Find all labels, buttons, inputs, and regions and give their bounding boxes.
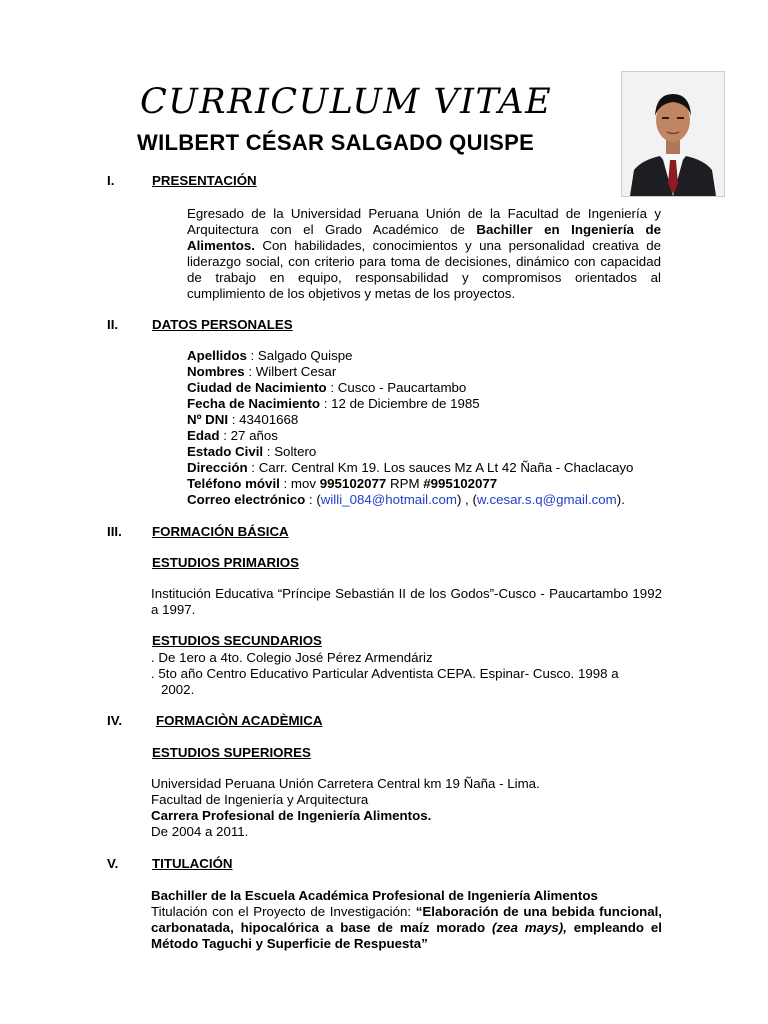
section-title-titulacion: TITULACIÓN: [152, 856, 233, 871]
field-edad: Edad : 27 años: [187, 428, 278, 443]
document-title: CURRICULUM VITAE: [140, 82, 553, 122]
higher-studies-years: De 2004 a 2011.: [151, 824, 249, 839]
section-number-5: V.: [107, 856, 119, 871]
section-title-datos-personales: DATOS PERSONALES: [152, 317, 293, 332]
portrait-image: [622, 72, 724, 196]
section-number-3: III.: [107, 524, 122, 539]
section-number-1: I.: [107, 173, 115, 188]
email-link-hotmail[interactable]: willi_084@hotmail.com: [320, 492, 457, 507]
secondary-studies-item-2: . 5to año Centro Educativo Particular Adventista CEPA. Espinar- Cusco. 1998 a: [151, 666, 619, 681]
field-apellidos: Apellidos : Salgado Quispe: [187, 348, 353, 363]
higher-studies-faculty: Facultad de Ingeniería y Arquitectura: [151, 792, 369, 807]
section-title-formacion-basica: FORMACIÓN BÁSICA: [152, 524, 289, 539]
thesis-paragraph: Titulación con el Proyecto de Investigación: “Elaboración de una bebida funcional, carbonatada, hipocalórica a base de maíz morado (zea mays), empleando el Método Taguchi y Superficie de Respuesta”: [151, 904, 662, 951]
section-title-presentacion: PRESENTACIÓN: [152, 173, 257, 188]
secondary-studies-item-2-cont: 2002.: [161, 682, 195, 697]
primary-studies-text: Institución Educativa “Príncipe Sebastián II de los Godos”-Cusco - Paucartambo 1992 a 1997.: [151, 586, 662, 617]
field-telefono: Teléfono móvil : mov 995102077 RPM #995102077: [187, 476, 498, 491]
section-number-2: II.: [107, 317, 119, 332]
section-title-formacion-academica: FORMACIÒN ACADÈMICA: [156, 713, 323, 728]
profile-photo: [621, 71, 725, 197]
section-number-4: IV.: [107, 713, 123, 728]
bachelor-degree: Bachiller de la Escuela Académica Profesional de Ingeniería Alimentos: [151, 888, 598, 903]
subsection-estudios-superiores: ESTUDIOS SUPERIORES: [152, 745, 311, 760]
email-link-gmail[interactable]: w.cesar.s.q@gmail.com: [476, 492, 617, 507]
field-fecha-nacimiento: Fecha de Nacimiento : 12 de Diciembre de 1985: [187, 396, 480, 411]
candidate-name: WILBERT CÉSAR SALGADO QUISPE: [137, 130, 535, 155]
field-direccion: Dirección : Carr. Central Km 19. Los sauces Mz A Lt 42 Ñaña - Chaclacayo: [187, 460, 634, 475]
field-dni: Nº DNI : 43401668: [187, 412, 299, 427]
subsection-estudios-secundarios: ESTUDIOS SECUNDARIOS: [152, 633, 322, 648]
field-ciudad-nacimiento: Ciudad de Nacimiento : Cusco - Paucartambo: [187, 380, 467, 395]
field-estado-civil: Estado Civil : Soltero: [187, 444, 317, 459]
secondary-studies-item-1: . De 1ero a 4to. Colegio José Pérez Armendáriz: [151, 650, 433, 665]
higher-studies-university: Universidad Peruana Unión Carretera Central km 19 Ñaña - Lima.: [151, 776, 540, 791]
subsection-estudios-primarios: ESTUDIOS PRIMARIOS: [152, 555, 300, 570]
higher-studies-career: Carrera Profesional de Ingeniería Alimentos.: [151, 808, 432, 823]
field-correo: Correo electrónico : (willi_084@hotmail.com) , (w.cesar.s.q@gmail.com).: [187, 492, 625, 507]
presentation-paragraph: Egresado de la Universidad Peruana Unión de la Facultad de Ingeniería y Arquitectura con el Grado Académico de Bachiller en Ingeniería de Alimentos. Con habilidades, conocimientos y una personalidad creativa de liderazgo social, con criterio para toma de decisiones, dinámico con capacidad de trabajo en equipo, responsabilidad y compromisos orientados al cumplimiento de los objetivos y metas de los proyectos.: [187, 206, 661, 301]
higher-studies-block: [151, 776, 540, 840]
field-nombres: Nombres : Wilbert Cesar: [187, 364, 337, 379]
personal-data-list: [187, 348, 667, 508]
